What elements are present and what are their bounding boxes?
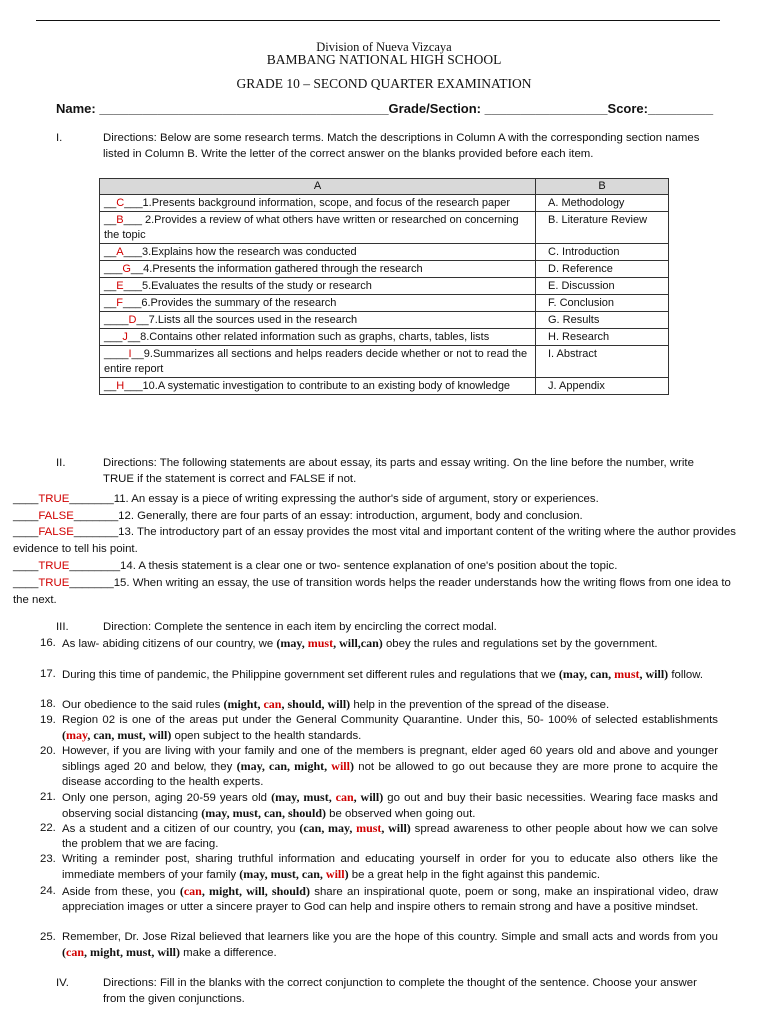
top-rule <box>36 20 720 21</box>
description-text: __8.Contains other related information such as graphs, charts, tables, lists <box>127 331 490 343</box>
modal-options: , will) <box>381 821 411 835</box>
modal-item <box>40 667 718 683</box>
statement-text: _______13. The introductory part of an essay provides the most vital and important content of the writing where the author provides evidence to tell his point. <box>13 526 736 555</box>
modal-options: ( <box>62 945 66 960</box>
column-a-header: A <box>100 179 536 195</box>
sentence-part: be a great help in the fight against this pandemic. <box>348 869 600 882</box>
modal-answer: may <box>66 728 88 743</box>
column-a-cell <box>100 312 536 329</box>
tf-answer: TRUE <box>38 560 70 572</box>
item-text <box>62 790 718 822</box>
item-number: 19. <box>40 714 56 726</box>
description-text: __4.Presents the information gathered through the research <box>130 263 423 275</box>
answer-letter: F <box>116 297 123 309</box>
column-b-cell: B. Literature Review <box>536 212 669 244</box>
modal-options: , might, will, should) <box>201 884 310 898</box>
item-text <box>62 884 718 915</box>
modal-options: (may, must, can, <box>239 867 326 882</box>
tf-answer: FALSE <box>38 526 74 538</box>
table-row <box>100 312 669 329</box>
item-text <box>62 744 718 791</box>
part2-directions: Directions: The following statements are about essay, its parts and essay writing. On the line before the number, write TRUE if the statement is correct and FALSE if not. <box>103 457 694 485</box>
modal-options: (may, can, might, <box>236 759 332 774</box>
column-b-cell: G. Results <box>536 312 669 329</box>
table-row <box>100 378 669 395</box>
description-text: ___5.Evaluates the results of the study or research <box>123 280 372 292</box>
table-row <box>100 195 669 212</box>
modal-item <box>40 713 718 744</box>
tf-item <box>13 524 743 557</box>
modal-options: ) <box>349 759 354 774</box>
modal-options: , should, will) <box>281 697 351 711</box>
blank-before: ____ <box>13 510 39 522</box>
answer-letter: C <box>116 197 125 209</box>
statement-text: _______15. When writing an essay, the use of transition words helps the reader understands how the writing flows from one idea to the next. <box>13 577 731 606</box>
item-text <box>62 930 718 961</box>
sentence-part: open subject to the health standards. <box>171 730 362 743</box>
answer-letter: D <box>128 314 137 326</box>
column-a-cell <box>100 244 536 261</box>
column-b-cell: C. Introduction <box>536 244 669 261</box>
sentence-part: Writing a reminder post, sharing truthful information and educating yourself in order for you to educate also others like the immediate members of your family <box>62 853 718 882</box>
sentence-part: Remember, Dr. Jose Rizal believed that learners like you are the hope of this country. Simple and small acts and words from you <box>62 931 718 943</box>
item-number: 21. <box>40 791 56 803</box>
sentence-part: As law- abiding citizens of our country, we <box>62 638 277 650</box>
tf-answer: FALSE <box>38 510 74 522</box>
column-a-cell <box>100 212 536 244</box>
blank-before: ____ <box>13 577 39 589</box>
modal-options: (may, must, can, should) <box>201 806 326 821</box>
column-a-cell <box>100 329 536 346</box>
sentence-part: Our obedience to the said rules <box>62 699 224 711</box>
table-row <box>100 212 669 244</box>
answer-letter: J <box>122 331 128 343</box>
item-number: 23. <box>40 853 56 865</box>
modal-item <box>40 636 718 652</box>
item-number: 25. <box>40 931 56 943</box>
modal-item <box>40 884 718 915</box>
sentence-part: However, if you are living with your family and one of the members is pregnant, elder aged 60 years old and above and younger siblings aged 20 and below, they <box>62 745 718 774</box>
table-row <box>100 278 669 295</box>
modal-answer: can <box>335 790 354 804</box>
answer-letter: G <box>122 263 131 275</box>
part4-directions: Directions: Fill in the blanks with the correct conjunction to complete the thought of the sentence. Choose your answer from the given conjunctions. <box>103 977 697 1005</box>
modal-options: ( <box>62 728 66 743</box>
statement-text: ________14. A thesis statement is a clear one or two- sentence explanation of one's position about the topic. <box>69 560 618 572</box>
item-number: 22. <box>40 822 56 834</box>
column-b-cell: H. Research <box>536 329 669 346</box>
modal-options: (may, must, <box>271 790 336 804</box>
matching-table <box>99 178 669 395</box>
column-b-cell: D. Reference <box>536 261 669 278</box>
exam-title: GRADE 10 – SECOND QUARTER EXAMINATION <box>236 76 532 91</box>
sentence-part: Only one person, aging 20-59 years old <box>62 792 272 804</box>
sentence-part: spread awareness to other people about how we can solve the problem that we are facing. <box>62 823 718 851</box>
item-text <box>62 636 718 652</box>
sentence-part: be observed when going out. <box>325 808 476 821</box>
modal-options: , can, must, will) <box>87 728 172 743</box>
blank-before: __ <box>104 297 117 309</box>
modal-answer: must <box>614 667 640 681</box>
column-a-cell <box>100 278 536 295</box>
modal-options: (may, can, <box>558 667 615 681</box>
tf-item <box>13 575 743 608</box>
part3-directions: Direction: Complete the sentence in each item by encircling the correct modal. <box>103 621 497 633</box>
sentence-part: Region 02 is one of the areas put under the General Community Quarantine. Under this, 50- 100% of selected establishments <box>62 714 718 726</box>
item-text <box>62 697 718 713</box>
school-title: BAMBANG NATIONAL HIGH SCHOOL <box>266 52 502 67</box>
blank-before: ___ <box>104 263 123 275</box>
sentence-part: not be allowed to go out because they are more prone to acquire the disease according to the health experts. <box>62 761 718 789</box>
answer-letter: H <box>116 380 125 392</box>
blank-before: __ <box>104 280 117 292</box>
blank-before: __ <box>104 214 117 226</box>
blank-before: __ <box>104 197 117 209</box>
blank-before: ____ <box>104 348 129 360</box>
item-text <box>62 713 718 744</box>
sentence-part: go out and buy their basic necessities. Wearing face masks and observing social distancing <box>62 792 718 821</box>
description-text: ___6.Provides the summary of the research <box>122 297 337 309</box>
blank-before: ____ <box>13 493 39 505</box>
sentence-part: obey the rules and regulations set by the government. <box>382 638 658 650</box>
modal-item <box>40 790 718 822</box>
description-text: ___3.Explains how the research was conducted <box>123 246 357 258</box>
sentence-part: follow. <box>668 669 704 681</box>
part2-number: II. <box>56 457 66 469</box>
column-b-cell: J. Appendix <box>536 378 669 395</box>
sentence-part: help in the prevention of the spread of the disease. <box>350 699 610 711</box>
modal-answer: can <box>263 697 282 711</box>
column-b-cell: I. Abstract <box>536 346 669 378</box>
modal-item <box>40 852 718 883</box>
description-text: ___ 2.Provides a review of what others have written or researched on concerning the topic <box>104 214 519 241</box>
tf-item <box>13 558 743 575</box>
blank-before: __ <box>104 246 117 258</box>
column-a-cell <box>100 195 536 212</box>
modal-item <box>40 697 718 713</box>
column-a-cell <box>100 295 536 312</box>
blank-before: __ <box>104 380 117 392</box>
sentence-part: share an inspirational quote, poem or song, make an inspirational video, draw appreciation images or utter a sincere prayer to God can help and inspire others to remain strong and have a positive mindset. <box>62 886 718 914</box>
modal-options: , will) <box>639 667 669 681</box>
division-title: Division of Nueva Vizcaya <box>316 40 452 54</box>
sentence-part: make a difference. <box>180 947 277 960</box>
modal-answer: can <box>183 884 202 898</box>
sentence-part: During this time of pandemic, the Philippine government set different rules and regulations that we <box>62 669 559 681</box>
item-number: 17. <box>40 668 56 680</box>
description-text: ___10.A systematic investigation to contribute to an existing body of knowledge <box>124 380 511 392</box>
table-row <box>100 244 669 261</box>
modal-answer: must <box>356 821 382 835</box>
modal-options: ( <box>179 884 184 898</box>
modal-answer: will <box>325 867 345 882</box>
name-line: Name: ________________________________________Grade/Section: _________________Score:_________ <box>56 101 714 116</box>
answer-letter: A <box>116 246 124 258</box>
tf-answer: TRUE <box>38 577 70 589</box>
answer-letter: B <box>116 214 124 226</box>
modal-options: (might, <box>223 697 264 711</box>
modal-options: ) <box>344 867 349 882</box>
sentence-part: Aside from these, you <box>62 886 180 898</box>
blank-before: ___ <box>104 331 123 343</box>
statement-text: _______11. An essay is a piece of writing expressing the author's side of argument, story or experiences. <box>69 493 599 505</box>
column-a-cell <box>100 346 536 378</box>
column-b-cell: F. Conclusion <box>536 295 669 312</box>
column-a-cell <box>100 261 536 278</box>
tf-item <box>13 491 743 508</box>
answer-letter: I <box>128 348 132 360</box>
modal-options: , will,can) <box>333 636 383 650</box>
blank-before: ____ <box>13 560 39 572</box>
modal-options: (can, may, <box>299 821 357 835</box>
item-number: 18. <box>40 698 56 710</box>
table-row <box>100 261 669 278</box>
item-number: 16. <box>40 637 56 649</box>
item-text <box>62 852 718 883</box>
modal-item <box>40 744 718 791</box>
part1-directions: Directions: Below are some research terms. Match the descriptions in Column A with the corresponding section names listed in Column B. Write the letter of the correct answer on the blanks provided before each item. <box>103 132 700 160</box>
column-b-header: B <box>536 179 669 195</box>
sentence-part: As a student and a citizen of our country, you <box>62 823 300 835</box>
modal-item <box>40 930 718 961</box>
description-text: __7.Lists all the sources used in the research <box>136 314 358 326</box>
blank-before: ____ <box>13 526 39 538</box>
blank-before: ____ <box>104 314 129 326</box>
modal-answer: can <box>66 945 84 960</box>
item-text <box>62 821 718 852</box>
table-row <box>100 295 669 312</box>
statement-text: _______12. Generally, there are four parts of an essay: introduction, argument, body and conclusion. <box>73 510 583 522</box>
table-row <box>100 329 669 346</box>
part4-number: IV. <box>56 977 69 989</box>
tf-item <box>13 508 743 525</box>
description-text: ___1.Presents background information, scope, and focus of the research paper <box>124 197 511 209</box>
table-row <box>100 346 669 378</box>
column-b-cell: E. Discussion <box>536 278 669 295</box>
part1-number: I. <box>56 132 63 144</box>
part3-number: III. <box>56 621 69 633</box>
column-b-cell: A. Methodology <box>536 195 669 212</box>
modal-answer: must <box>307 636 334 650</box>
modal-options: , might, must, will) <box>84 945 180 960</box>
description-text: __9.Summarizes all sections and helps readers decide whether or not to read the entire report <box>104 348 528 375</box>
item-text <box>62 667 718 683</box>
answer-letter: E <box>116 280 124 292</box>
modal-item <box>40 821 718 852</box>
modal-options: , will) <box>353 790 384 804</box>
modal-answer: will <box>331 759 350 774</box>
column-a-cell <box>100 378 536 395</box>
item-number: 24. <box>40 885 56 897</box>
item-number: 20. <box>40 745 56 757</box>
modal-options: (may, <box>276 636 308 650</box>
tf-answer: TRUE <box>38 493 70 505</box>
